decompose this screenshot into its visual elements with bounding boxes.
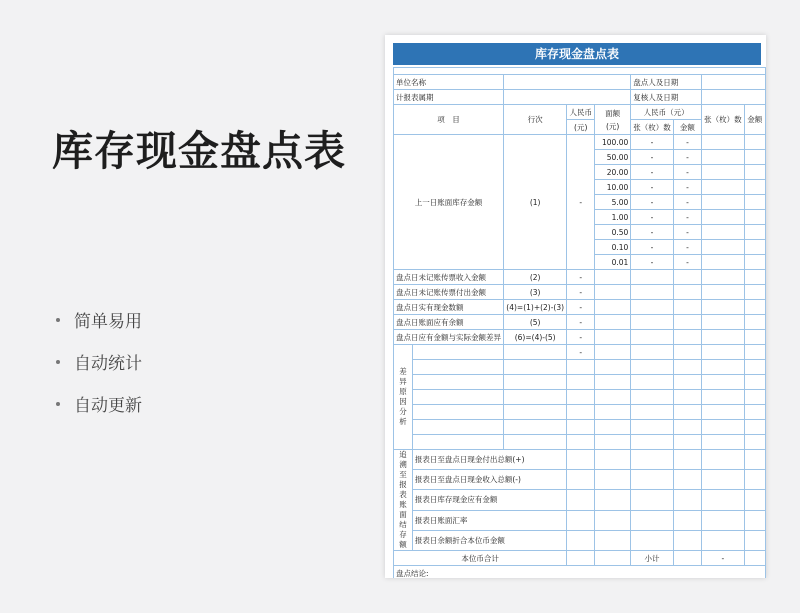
amount2-cell [744,195,765,210]
table-header-row [394,105,766,120]
empty-cell [595,285,631,300]
table-row [394,68,766,75]
empty-cell [504,420,567,435]
empty-cell [702,510,745,530]
amount-cell: - [673,210,701,225]
empty-cell [567,405,595,420]
summary-row-no: (5) [504,315,567,330]
feature-item [56,352,142,394]
diff-reason-cell[interactable] [412,375,503,390]
empty-cell [673,435,701,450]
empty-cell [595,490,631,510]
empty-cell [673,490,701,510]
unit-name-value[interactable] [504,75,631,90]
empty-cell [567,490,595,510]
table-row [394,300,766,315]
trace-item: 报表日至盘点日现金收入总额(-) [412,470,566,490]
header-rmb: 人民币 [567,105,595,120]
subtotal-value: - [702,551,745,566]
table-row [394,510,766,530]
spreadsheet-preview [385,35,766,578]
table-row [394,330,766,345]
empty-cell [631,300,674,315]
feature-label: 自动统计 [74,354,142,374]
empty-cell [744,551,765,566]
bullet-icon [56,360,60,364]
empty-cell [702,530,745,550]
table-row [394,435,766,450]
counter-label: 盘点人及日期 [631,75,702,90]
table-row [394,285,766,300]
table-row [394,490,766,510]
empty-cell [631,315,674,330]
empty-cell [631,285,674,300]
empty-cell [673,405,701,420]
trace-item: 报表日库存现金应有金额 [412,490,566,510]
header-rmb2: 人民币（元） [631,105,702,120]
diff-reason-cell[interactable] [412,345,503,360]
empty-cell [631,330,674,345]
amount-cell: - [673,255,701,270]
trace-item: 报表日余额折合本位币金额 [412,530,566,550]
empty-cell [702,435,745,450]
trace-label: 追溯至报表账面结存额 [394,450,413,551]
pieces2-cell[interactable] [702,135,745,150]
empty-cell [567,530,595,550]
prev-balance-label: 上一日账面库存金额 [394,135,504,270]
empty-cell [744,330,765,345]
header-amount: 金额 [673,120,701,135]
empty-cell [702,345,745,360]
empty-cell [631,450,674,470]
header-item: 项 目 [394,105,504,135]
diff-reason-cell[interactable] [412,435,503,450]
empty-cell [702,405,745,420]
empty-cell [673,270,701,285]
denomination-cell: 10.00 [595,180,631,195]
pieces-cell[interactable]: - [631,240,674,255]
summary-value: - [567,330,595,345]
denomination-cell: 5.00 [595,195,631,210]
empty-cell [567,510,595,530]
empty-cell [702,390,745,405]
pieces-cell[interactable]: - [631,180,674,195]
summary-value: - [567,285,595,300]
table-row [394,390,766,405]
empty-cell [567,390,595,405]
empty-cell [504,345,567,360]
empty-cell [567,360,595,375]
empty-cell [702,330,745,345]
feature-item [56,394,142,436]
header-face-unit: (元) [605,121,620,131]
empty-cell [673,360,701,375]
summary-label: 盘点日未记账传票付出金额 [394,285,504,300]
empty-cell [595,375,631,390]
subtotal-label: 小计 [631,551,674,566]
empty-cell [744,470,765,490]
header-face-label: 面额 [605,108,621,118]
pieces2-cell[interactable] [702,210,745,225]
table-row [394,530,766,550]
empty-cell [595,360,631,375]
pieces-cell[interactable]: - [631,195,674,210]
empty-cell [744,270,765,285]
summary-label: 盘点日账面应有余额 [394,315,504,330]
amount-cell: - [673,135,701,150]
pieces-cell[interactable]: - [631,165,674,180]
trace-item: 报表日至盘点日现金付出总额(+) [412,450,566,470]
empty-cell [673,420,701,435]
empty-cell [631,405,674,420]
amount2-cell [744,150,765,165]
denomination-cell: 0.01 [595,255,631,270]
table-row [394,75,766,90]
empty-cell [595,510,631,530]
empty-cell [702,450,745,470]
pieces2-cell[interactable] [702,150,745,165]
empty-cell [673,450,701,470]
empty-cell [631,530,674,550]
empty-cell [744,420,765,435]
diff-reason-label: 差异原因分析 [394,345,413,450]
table-row [394,345,766,360]
bullet-icon [56,318,60,322]
empty-cell [595,551,631,566]
denomination-cell: 1.00 [595,210,631,225]
amount2-cell [744,225,765,240]
empty-cell [595,390,631,405]
diff-reason-cell[interactable] [412,420,503,435]
pieces2-cell[interactable] [702,255,745,270]
bullet-icon [56,402,60,406]
amount-cell: - [673,165,701,180]
empty-cell [504,375,567,390]
table-row [394,360,766,375]
empty-cell [567,551,595,566]
empty-cell [595,435,631,450]
empty-cell [595,330,631,345]
pieces-cell[interactable]: - [631,210,674,225]
base-total-label: 本位币合计 [394,551,567,566]
empty-cell [504,435,567,450]
empty-cell [673,285,701,300]
amount-cell: - [673,225,701,240]
diff-reason-cell[interactable] [412,405,503,420]
spacer-cell [394,68,766,75]
amount-cell: - [673,195,701,210]
header-row-no: 行次 [504,105,567,135]
denomination-cell: 50.00 [595,150,631,165]
empty-cell [631,470,674,490]
empty-cell [744,345,765,360]
amount2-cell [744,165,765,180]
summary-row-no: (2) [504,270,567,285]
table-row [394,420,766,435]
empty-cell [567,375,595,390]
empty-cell [702,270,745,285]
empty-cell [595,300,631,315]
empty-cell [631,270,674,285]
empty-cell [744,315,765,330]
counter-value[interactable] [702,75,766,90]
empty-cell [595,270,631,285]
prev-balance-value: - [567,135,595,270]
empty-cell [631,420,674,435]
feature-label: 自动更新 [74,396,142,416]
summary-value: - [567,300,595,315]
table-row [394,90,766,105]
empty-cell [595,420,631,435]
unit-name-label: 单位名称 [394,75,504,90]
denomination-cell: 0.50 [595,225,631,240]
amount-cell: - [673,180,701,195]
header-pieces2: 张（枚）数 [702,105,745,135]
amount-cell: - [673,150,701,165]
diff-value: - [567,345,595,360]
empty-cell [673,551,701,566]
trace-item: 报表日账面汇率 [412,510,566,530]
empty-cell [595,450,631,470]
empty-cell [504,405,567,420]
empty-cell [744,510,765,530]
summary-label: 盘点日应有金额与实际金额差异 [394,330,504,345]
table-row [394,270,766,285]
table-row [394,551,766,566]
pieces2-cell[interactable] [702,195,745,210]
pieces2-cell[interactable] [702,180,745,195]
empty-cell [504,390,567,405]
summary-row-no: (4)=(1)+(2)-(3) [504,300,567,315]
empty-cell [744,300,765,315]
empty-cell [673,300,701,315]
amount2-cell [744,240,765,255]
empty-cell [631,375,674,390]
table-row [394,566,766,579]
empty-cell [595,345,631,360]
diff-reason-cell[interactable] [412,360,503,375]
summary-value: - [567,270,595,285]
empty-cell [702,360,745,375]
table-row [394,135,766,150]
header-face [595,105,631,135]
denomination-cell: 20.00 [595,165,631,180]
amount2-cell [744,255,765,270]
empty-cell [595,315,631,330]
empty-cell [673,530,701,550]
summary-label: 盘点日实有现金数额 [394,300,504,315]
prev-balance-row: (1) [504,135,567,270]
pieces2-cell[interactable] [702,240,745,255]
empty-cell [631,490,674,510]
denomination-cell: 0.10 [595,240,631,255]
period-value[interactable] [504,90,631,105]
empty-cell [744,375,765,390]
empty-cell [631,435,674,450]
table-row [394,375,766,390]
table-row [394,405,766,420]
header-yuan: (元) [567,120,595,135]
summary-row-no: (3) [504,285,567,300]
empty-cell [567,450,595,470]
empty-cell [673,330,701,345]
summary-row-no: (6)=(4)-(5) [504,330,567,345]
empty-cell [744,450,765,470]
amount2-cell [744,135,765,150]
empty-cell [631,345,674,360]
empty-cell [567,420,595,435]
empty-cell [702,315,745,330]
empty-cell [595,530,631,550]
pieces2-cell[interactable] [702,225,745,240]
empty-cell [702,420,745,435]
table-row [394,450,766,470]
empty-cell [631,390,674,405]
empty-cell [673,510,701,530]
empty-cell [744,405,765,420]
empty-cell [631,360,674,375]
empty-cell [673,375,701,390]
empty-cell [567,435,595,450]
pieces-cell[interactable]: - [631,135,674,150]
reviewer-value[interactable] [702,90,766,105]
empty-cell [631,510,674,530]
empty-cell [744,530,765,550]
empty-cell [595,405,631,420]
period-label: 计报表属期 [394,90,504,105]
empty-cell [744,390,765,405]
denomination-cell: 100.00 [595,135,631,150]
empty-cell [744,435,765,450]
empty-cell [702,470,745,490]
empty-cell [702,375,745,390]
empty-cell [567,470,595,490]
amount2-cell [744,180,765,195]
cash-count-table [393,67,766,578]
empty-cell [673,315,701,330]
table-row [394,315,766,330]
empty-cell [702,300,745,315]
header-pieces: 张（枚）数 [631,120,674,135]
table-row [394,470,766,490]
pieces-cell[interactable]: - [631,150,674,165]
amount2-cell [744,210,765,225]
pieces-cell[interactable]: - [631,255,674,270]
feature-list [56,310,142,436]
diff-reason-cell[interactable] [412,390,503,405]
header-amount2: 金额 [744,105,765,135]
conclusion-label[interactable]: 盘点结论: [394,566,766,579]
feature-label: 简单易用 [74,312,142,332]
empty-cell [702,285,745,300]
sheet-title: 库存现金盘点表 [393,43,761,65]
reviewer-label: 复核人及日期 [631,90,702,105]
feature-item [56,310,142,352]
summary-value: - [567,315,595,330]
empty-cell [673,390,701,405]
pieces2-cell[interactable] [702,165,745,180]
pieces-cell[interactable]: - [631,225,674,240]
empty-cell [673,470,701,490]
empty-cell [702,490,745,510]
amount-cell: - [673,240,701,255]
empty-cell [595,470,631,490]
empty-cell [744,360,765,375]
empty-cell [744,285,765,300]
page-title: 库存现金盘点表 [52,127,346,175]
empty-cell [504,360,567,375]
empty-cell [744,490,765,510]
summary-label: 盘点日未记账传票收入金额 [394,270,504,285]
empty-cell [673,345,701,360]
